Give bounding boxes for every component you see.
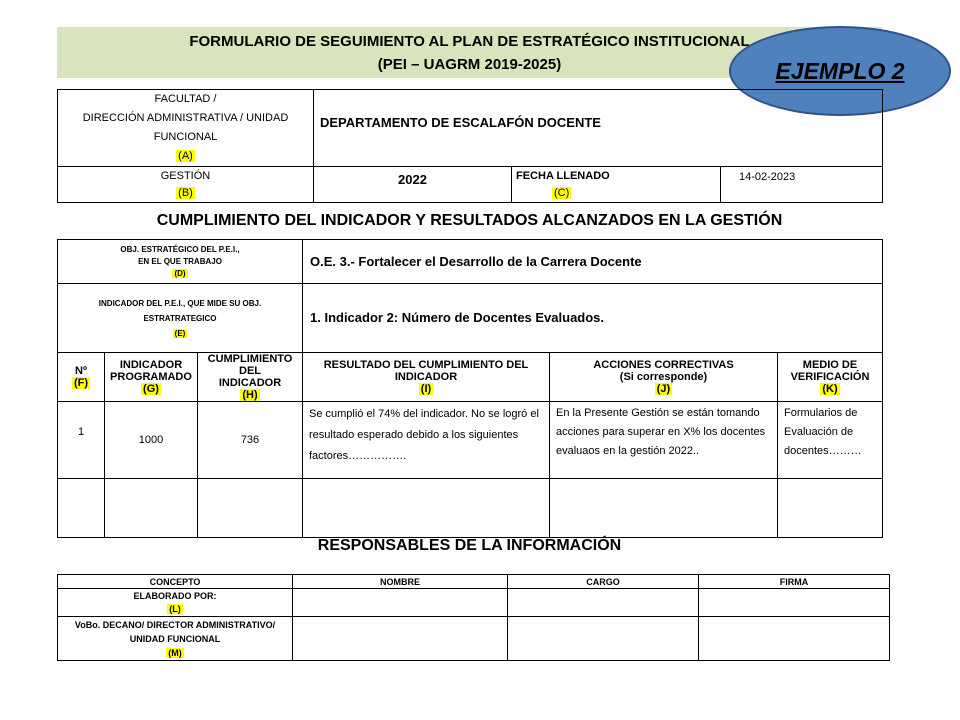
objetivo-value: O.E. 3.- Fortalecer el Desarrollo de la Carrera Docente: [310, 253, 642, 269]
gestion-label-cell: [58, 167, 314, 203]
facultad-label-cell: [58, 90, 314, 167]
vobo-label-line1: VoBo. DECANO/ DIRECTOR ADMINISTRATIVO/: [74, 619, 276, 630]
row1-resultado: Se cumplió el 74% del indicador. No se logró el resultado esperado debido a los siguientes factores…………….: [303, 402, 550, 479]
elaborado-code: (L): [169, 603, 181, 614]
fecha-code: (C): [554, 186, 570, 199]
info-table: [57, 89, 883, 203]
gestion-value: 2022: [398, 172, 427, 187]
row1-acciones: En la Presente Gestión se están tomando acciones para superar en X% los docentes evaluaos en la gestión 2022..: [550, 402, 778, 479]
col-concepto: CONCEPTO: [58, 575, 293, 589]
row2-medio: [778, 479, 883, 538]
vobo-label-line2: UNIDAD FUNCIONAL: [129, 633, 221, 644]
facultad-value-cell: [314, 90, 883, 167]
elaborado-nombre: [293, 589, 508, 617]
header-num-code: (F): [73, 377, 89, 389]
gestion-code: (B): [178, 186, 193, 199]
facultad-code: (A): [178, 150, 193, 162]
indicador-label-cell: [58, 284, 303, 353]
elaborado-label: ELABORADO POR:: [133, 590, 217, 601]
fecha-label: FECHA LLENADO: [516, 169, 610, 182]
header-cumplimiento-code: (H): [242, 389, 258, 401]
facultad-label-line1: FACULTAD /: [154, 93, 217, 105]
indicador-code: (E): [174, 328, 186, 338]
row1-programado: 1000: [105, 402, 198, 479]
objetivo-code: (D): [174, 268, 186, 278]
header-cumplimiento-line2: INDICADOR: [218, 377, 282, 389]
header-acciones: [550, 353, 778, 402]
vobo-firma: [699, 617, 890, 661]
indicador-label-line2: ESTRATRATEGICO: [143, 313, 217, 323]
header-cumplimiento-line1: CUMPLIMIENTO DEL: [207, 353, 293, 377]
vobo-label-cell: [58, 617, 293, 661]
header-medio: [778, 353, 883, 402]
header-acciones-code: (J): [656, 383, 671, 395]
col-nombre: NOMBRE: [293, 575, 508, 589]
example-badge-label: EJEMPLO 2: [775, 57, 905, 84]
header-programado-line2: PROGRAMADO: [110, 371, 192, 383]
table-row: [58, 617, 890, 661]
header-resultado: [303, 353, 550, 402]
header-resultado-line1: RESULTADO DEL CUMPLIMIENTO DEL INDICADOR: [323, 359, 529, 383]
objetivo-label-line2: EN EL QUE TRABAJO: [138, 256, 222, 266]
header-medio-line2: VERIFICACIÓN: [790, 371, 870, 383]
facultad-value: DEPARTAMENTO DE ESCALAFÓN DOCENTE: [320, 114, 601, 130]
elaborado-label-cell: [58, 589, 293, 617]
row1-medio: Formularios de Evaluación de docentes………: [778, 402, 883, 479]
row2-cumplimiento: [198, 479, 303, 538]
header-resultado-code: (I): [420, 383, 432, 395]
table-row: [58, 402, 883, 479]
section-title-responsables: RESPONSABLES DE LA INFORMACIÓN: [317, 537, 622, 554]
row1-cumplimiento: 736: [198, 402, 303, 479]
header-medio-line1: MEDIO DE: [802, 359, 858, 371]
responsables-table: [57, 574, 890, 661]
fecha-value: 14-02-2023: [739, 171, 796, 183]
header-acciones-line1: ACCIONES CORRECTIVAS: [593, 359, 734, 371]
indicator-table: [57, 239, 883, 353]
objetivo-label-cell: [58, 240, 303, 284]
table-row: [58, 589, 890, 617]
col-firma: FIRMA: [699, 575, 890, 589]
table-row: [58, 479, 883, 538]
row2-programado: [105, 479, 198, 538]
col-cargo: CARGO: [508, 575, 699, 589]
objetivo-value-cell: [303, 240, 883, 284]
header-programado: [105, 353, 198, 402]
facultad-label-line2: DIRECCIÓN ADMINISTRATIVA / UNIDAD: [82, 112, 289, 124]
header-programado-line1: INDICADOR: [119, 359, 183, 371]
row2-resultado: [303, 479, 550, 538]
header-cumplimiento: [198, 353, 303, 402]
facultad-label-line3: FUNCIONAL: [153, 131, 218, 143]
section-title-cumplimiento: CUMPLIMIENTO DEL INDICADOR Y RESULTADOS ALCANZADOS EN LA GESTIÓN: [156, 212, 783, 229]
form-subtitle: (PEI – UAGRM 2019-2025): [377, 56, 562, 73]
elaborado-cargo: [508, 589, 699, 617]
header-programado-code: (G): [143, 383, 159, 395]
header-medio-code: (K): [822, 383, 838, 395]
gestion-label: GESTIÓN: [160, 169, 211, 182]
fecha-label-cell: [512, 167, 721, 203]
vobo-code: (M): [168, 647, 182, 658]
elaborado-firma: [699, 589, 890, 617]
row2-num: [58, 479, 105, 538]
objetivo-label-line1: OBJ. ESTRATÉGICO DEL P.E.I.,: [120, 244, 240, 254]
indicador-value: 1. Indicador 2: Número de Docentes Evaluados.: [310, 310, 605, 325]
indicador-label-line1: INDICADOR DEL P.E.I., QUE MIDE SU OBJ.: [98, 298, 262, 308]
vobo-nombre: [293, 617, 508, 661]
indicador-value-cell: [303, 284, 883, 353]
row2-acciones: [550, 479, 778, 538]
row1-num: 1: [58, 402, 105, 479]
fecha-value-cell: [721, 167, 883, 203]
header-acciones-line2: (Si corresponde): [619, 371, 708, 383]
header-num-label: Nº: [75, 365, 87, 377]
form-title: FORMULARIO DE SEGUIMIENTO AL PLAN DE ESTRATÉGICO INSTITUCIONAL: [189, 33, 750, 50]
gestion-value-cell: [314, 167, 512, 203]
header-num: [58, 353, 105, 402]
vobo-cargo: [508, 617, 699, 661]
results-table: [57, 352, 883, 538]
